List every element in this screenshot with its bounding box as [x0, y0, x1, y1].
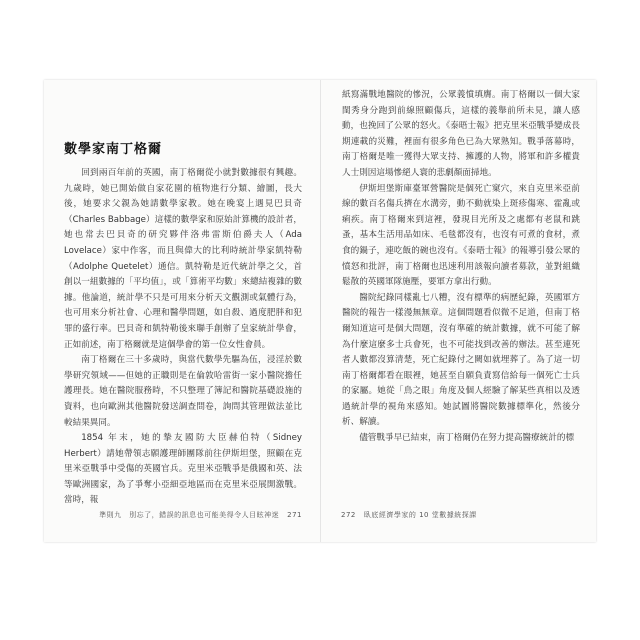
- book-spread: [44, 80, 596, 542]
- right-page: [321, 80, 597, 542]
- section-heading: 數學家南丁格爾: [64, 142, 163, 157]
- paragraph: 伊斯坦堡斯庫臺軍營醫院是個死亡窠穴，來自克里米亞前線的數百名傷兵擠在水溝旁，動不動就染上斑疹傷寒、霍亂或痢疾。南丁格爾來到這裡，發現目光所及之處都有老鼠和跳蚤，基本生活用品如床、毛毯都沒有，也沒有可煮的食材，煮食的鍋子，連吃飯的碗也沒有。《泰晤士報》的報導引發公眾的憤怒和批評，南丁格爾也迅速利用該報向讀者募款，並對組織鬆散的英國軍隊施壓，要軍方拿出行動。: [342, 183, 580, 288]
- paragraph: 儘管戰爭早已結束，南丁格爾仍在努力提高醫療統計的標: [359, 433, 575, 444]
- paragraph: 1854 年末，她的摯友國防大臣赫伯特（Sidney Herbert）請她帶領志願護理師團隊前往伊斯坦堡，照顧在克里米亞戰爭中受傷的英國官兵。克里米亞戰爭是俄國和英、法等歐洲國家，為了爭奪小亞細亞地區而在克里米亞展開激戰。當時，報: [64, 433, 302, 506]
- paragraph: 紙寫滿戰地醫院的慘況，公眾義憤填膺。南丁格爾以一個大家閨秀身分跑到前線照顧傷兵，這樣的義舉前所未見，讓人感動，也挽回了公眾的怒火。《泰晤士報》把克里米亞戰爭變成長期連載的災難，裡面有很多角色已為大眾熟知。戰爭落幕時，南丁格爾是唯一獲得大眾支持、擁護的人物，將軍和許多權貴人士則因這場慘絕人寰的悲劇顏面掃地。: [342, 90, 580, 178]
- running-book-title: 臥底經濟學家的 10 堂數據統探課: [363, 511, 477, 519]
- left-page-footer: [99, 510, 302, 520]
- right-page-footer: [341, 510, 477, 520]
- paragraph: 醫院紀錄同樣亂七八糟，沒有標準的病歷紀錄，英國軍方醫院的報告一樣漫無無章。這個問題看似微不足道，但南丁格爾知道這可是個大問題，沒有準確的統計數據，就不可能了解為什麼這麼多士兵會死，也不可能找到改善的辦法。甚至連死者人數都沒算清楚，死亡紀錄付之闕如就埋葬了。為了這一切南丁格爾都看在眼裡，她甚至自願負責寫信給每一個死亡士兵的家屬。她從「鳥之眼」角度及個人經驗了解某些真相以及透過統計學的視角來感知。她試圖將醫院數據標準化，然後分析、解讀。: [342, 292, 580, 428]
- left-page: [44, 80, 320, 542]
- page-number: 271: [287, 511, 302, 519]
- paragraph: 回到兩百年前的英國，南丁格爾從小就對數據很有興趣。九歲時，她已開始做自家花園的植物進行分類、繪圖，長大後，她要求父親為她請數學家教。她在晚宴上遇見巴貝奇（Charles Babbage）這樣的數學家和原始計算機的設計者，她也常去巴貝奇的研究夥伴洛弗雷斯伯爵夫人（Ada Lovelace）家中作客，而且與偉大的比利時統計學家凱特勒（Adolphe Quetelet）通信。凱特勒是近代統計學之父，首創以一組數據的「平均值」，或「算術平均數」來總結複雜的數據。他論道，統計學不只是可用來分析天文觀測或氣體行為，也可用來分析社會、心理和醫學問題，如自殺、過度肥胖和犯罪的盛行率。巴貝奇和凱特勒後來聯手創辦了皇家統計學會，正如前述，南丁格爾就是這個學會的第一位女性會員。: [64, 168, 302, 350]
- left-page-body: [64, 166, 302, 506]
- running-chapter-title: 準則九 別忘了，錯誤的訊息也可能美得令人目眩神迷: [99, 511, 280, 519]
- right-page-body: [342, 88, 580, 500]
- paragraph: 南丁格爾在三十多歲時，與當代數學先驅為伍，浸淫於數學研究領域——但她的正職則是在倫敦哈雷街一家小醫院擔任護理長。她在醫院服務時，不只整理了簿記和醫院基礎設施的資料，也向歐洲其他醫院發送調查問卷，詢問其管理做法並比較結果異同。: [64, 355, 302, 428]
- page-number: 272: [341, 511, 356, 519]
